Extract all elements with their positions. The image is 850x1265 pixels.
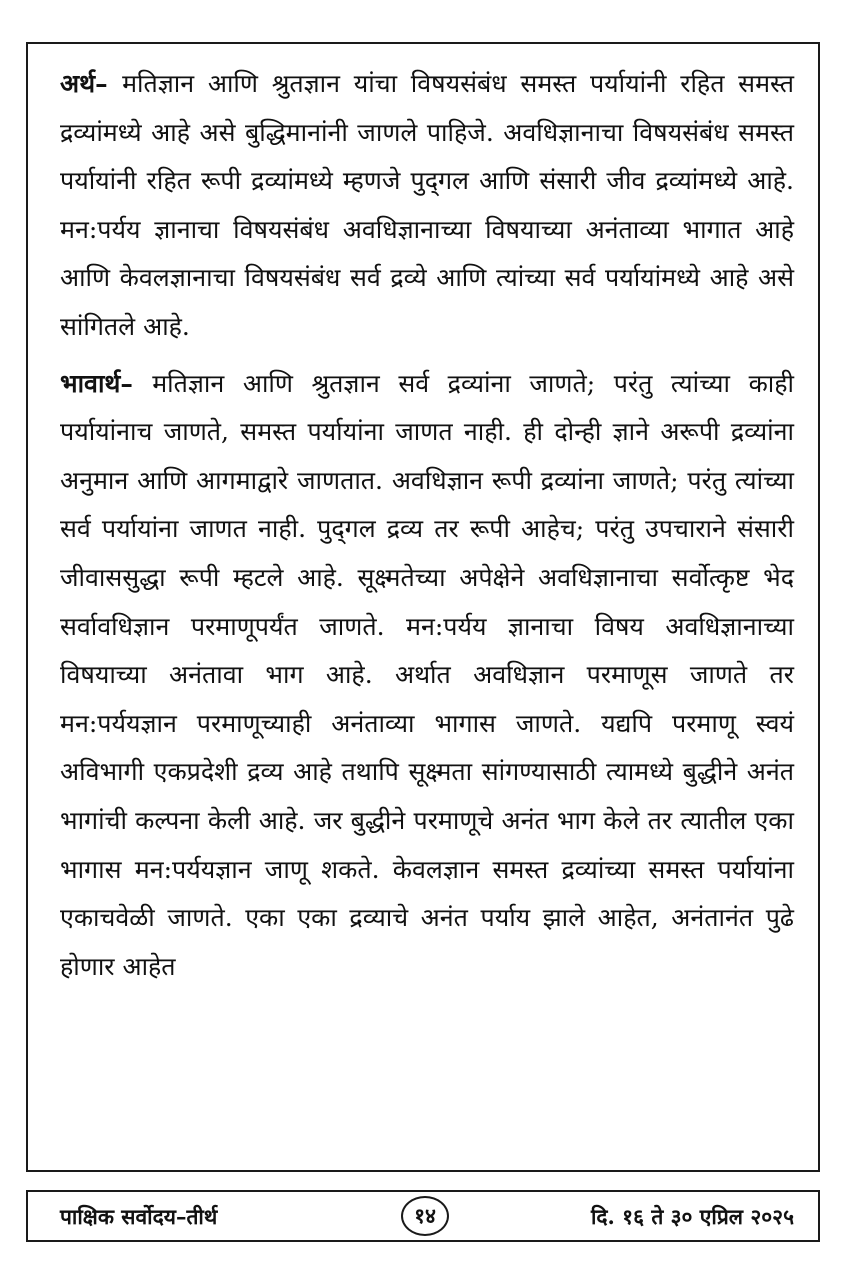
paragraph-explanation-lead: भावार्थ– xyxy=(60,368,153,398)
page-number: १४ xyxy=(401,1196,449,1236)
paragraph-explanation xyxy=(60,360,794,992)
paragraph-meaning xyxy=(60,60,794,352)
paragraph-meaning-text: मतिज्ञान आणि श्रुतज्ञान यांचा विषयसंबंध समस्त पर्यायांनी रहित समस्त द्रव्यांमध्ये आहे असे बुद्धिमानांनी जाणले पाहिजे. अवधिज्ञानाचा विषयसंबंध समस्त पर्यायांनी रहित रूपी द्रव्यांमध्ये म्हणजे पुद्‌गल आणि संसारी जीव द्रव्यांमध्ये आहे. मन:पर्यय ज्ञानाचा विषयसंबंध अवधिज्ञानाच्या विषयाच्या अनंताव्या भागात आहे आणि केवलज्ञानाचा विषयसंबंध सर्व द्रव्ये आणि त्यांच्या सर्व पर्यायांमध्ये आहे असे सांगितले आहे. xyxy=(60,69,794,341)
page-content-frame xyxy=(26,42,820,1172)
issue-date: दि. १६ ते ३० एप्रिल २०२५ xyxy=(590,1204,794,1229)
page-footer xyxy=(26,1190,820,1242)
publication-name: पाक्षिक सर्वोदय–तीर्थ xyxy=(60,1204,218,1229)
paragraph-meaning-lead: अर्थ– xyxy=(60,69,123,98)
paragraph-explanation-text: मतिज्ञान आणि श्रुतज्ञान सर्व द्रव्यांना जाणते; परंतु त्यांच्या काही पर्यायांनाच जाणते, समस्त पर्यायांना जाणत नाही. ही दोन्ही ज्ञाने अरूपी द्रव्यांना अनुमान आणि आगमाद्वारे जाणतात. अवधिज्ञान रूपी द्रव्यांना जाणते; परंतु त्यांच्या सर्व पर्यायांना जाणत नाही. पुद्‌गल द्रव्य तर रूपी आहेच; परंतु उपचाराने संसारी जीवाससुद्धा रूपी म्हटले आहे. सूक्ष्मतेच्या अपेक्षेने अवधिज्ञानाचा सर्वोत्कृष्ट भेद सर्वावधिज्ञान परमाणूपर्यंत जाणते. मन:पर्यय ज्ञानाचा विषय अवधिज्ञानाच्या विषयाच्या अनंतावा भाग आहे. अर्थात अवधिज्ञान परमाणूस जाणते तर मन:पर्ययज्ञान परमाणूच्याही अनंताव्या भागास जाणते. यद्यपि परमाणू स्वयं अविभागी एकप्रदेशी द्रव्य आहे तथापि सूक्ष्मता सांगण्यासाठी त्यामध्ये बुद्धीने अनंत भागांची कल्पना केली आहे. जर बुद्धीने परमाणूचे अनंत भाग केले तर त्यातील एका भागास मन:पर्ययज्ञान जाणू शकते. केवलज्ञान समस्त द्रव्यांच्या समस्त पर्यायांना एकाचवेळी जाणते. एका एका द्रव्याचे अनंत पर्याय झाले आहेत, अनंतानंत पुढे होणार आहेत xyxy=(60,368,794,981)
